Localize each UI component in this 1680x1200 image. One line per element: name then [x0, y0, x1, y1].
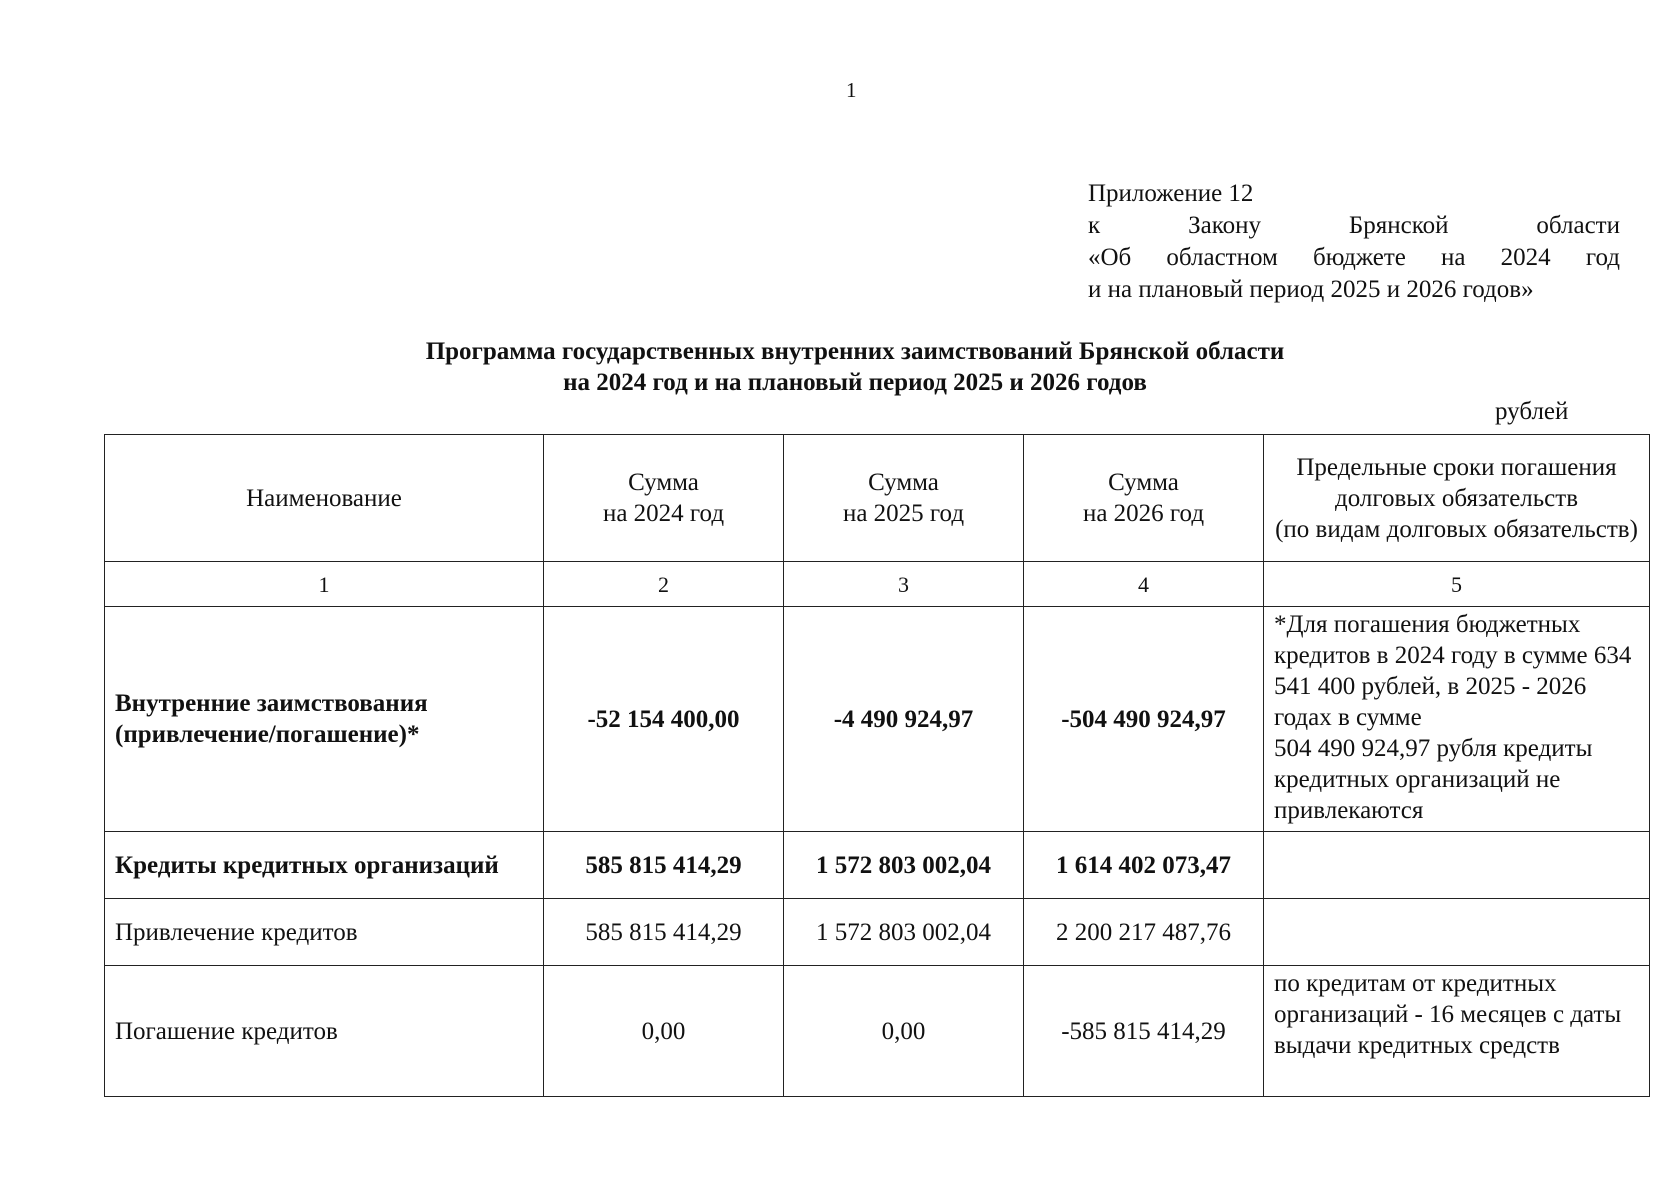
column-number: 4: [1024, 562, 1264, 607]
row-name: Кредиты кредитных организаций: [105, 832, 544, 899]
row-value-2025: 0,00: [784, 966, 1024, 1097]
appendix-word: «Об: [1088, 244, 1132, 271]
row-note: *Для погашения бюджетных кредитов в 2024 году в сумме 634 541 400 рублей, в 2025 - 2026 годах в сумме 504 490 924,97 рубля кредиты кредитных организаций не привлекаются: [1264, 607, 1650, 832]
row-value-2026: -585 815 414,29: [1024, 966, 1264, 1097]
units-label: рублей: [1495, 398, 1569, 425]
row-value-2026: 2 200 217 487,76: [1024, 899, 1264, 966]
appendix-reference: [1088, 178, 1620, 306]
page-number: 1: [846, 78, 857, 102]
appendix-word: год: [1585, 244, 1620, 271]
column-number: 1: [105, 562, 544, 607]
row-value-2025: 1 572 803 002,04: [784, 899, 1024, 966]
row-value-2024: 0,00: [544, 966, 784, 1097]
row-note: [1264, 899, 1650, 966]
row-note: [1264, 832, 1650, 899]
title-line-1: Программа государственных внутренних заимствований Брянской области: [425, 338, 1285, 365]
borrowing-program-table: [104, 434, 1650, 1097]
table-row: [105, 899, 1650, 966]
appendix-line-4: и на плановый период 2025 и 2026 годов»: [1088, 276, 1534, 303]
row-value-2025: -4 490 924,97: [784, 607, 1024, 832]
table-row: [105, 607, 1650, 832]
table-row: [105, 966, 1650, 1097]
row-value-2024: -52 154 400,00: [544, 607, 784, 832]
appendix-word: Брянской: [1348, 212, 1449, 239]
appendix-word: Закону: [1188, 212, 1261, 239]
appendix-word: областном: [1166, 244, 1278, 271]
row-name: Погашение кредитов: [105, 966, 544, 1097]
table-header-row: [105, 435, 1650, 562]
row-note: по кредитам от кредитных организаций - 16 месяцев с даты выдачи кредитных средств: [1264, 966, 1650, 1097]
appendix-word: бюджете: [1312, 244, 1406, 271]
column-number: 2: [544, 562, 784, 607]
column-number: 5: [1264, 562, 1650, 607]
row-name: Внутренние заимствования (привлечение/погашение)*: [105, 607, 544, 832]
document-title: [0, 336, 1680, 398]
row-value-2026: -504 490 924,97: [1024, 607, 1264, 832]
appendix-word: 2024: [1500, 244, 1551, 271]
appendix-word: к: [1088, 212, 1101, 239]
column-number-row: [105, 562, 1650, 607]
header-repayment-terms: Предельные сроки погашения долговых обязательств (по видам долговых обязательств): [1264, 435, 1650, 562]
appendix-word: области: [1536, 212, 1620, 239]
row-value-2024: 585 815 414,29: [544, 899, 784, 966]
title-line-2: на 2024 год и на плановый период 2025 и 2026 годов: [563, 369, 1147, 396]
row-name: Привлечение кредитов: [105, 899, 544, 966]
header-sum-2026: Сумма на 2026 год: [1024, 435, 1264, 562]
table-row: [105, 832, 1650, 899]
column-number: 3: [784, 562, 1024, 607]
row-value-2024: 585 815 414,29: [544, 832, 784, 899]
header-sum-2024: Сумма на 2024 год: [544, 435, 784, 562]
row-value-2026: 1 614 402 073,47: [1024, 832, 1264, 899]
row-value-2025: 1 572 803 002,04: [784, 832, 1024, 899]
appendix-line-3: [1088, 242, 1620, 274]
header-name: Наименование: [105, 435, 544, 562]
appendix-line-2: [1088, 210, 1620, 242]
appendix-line-1: Приложение 12: [1088, 180, 1254, 207]
appendix-word: на: [1441, 244, 1466, 271]
header-sum-2025: Сумма на 2025 год: [784, 435, 1024, 562]
